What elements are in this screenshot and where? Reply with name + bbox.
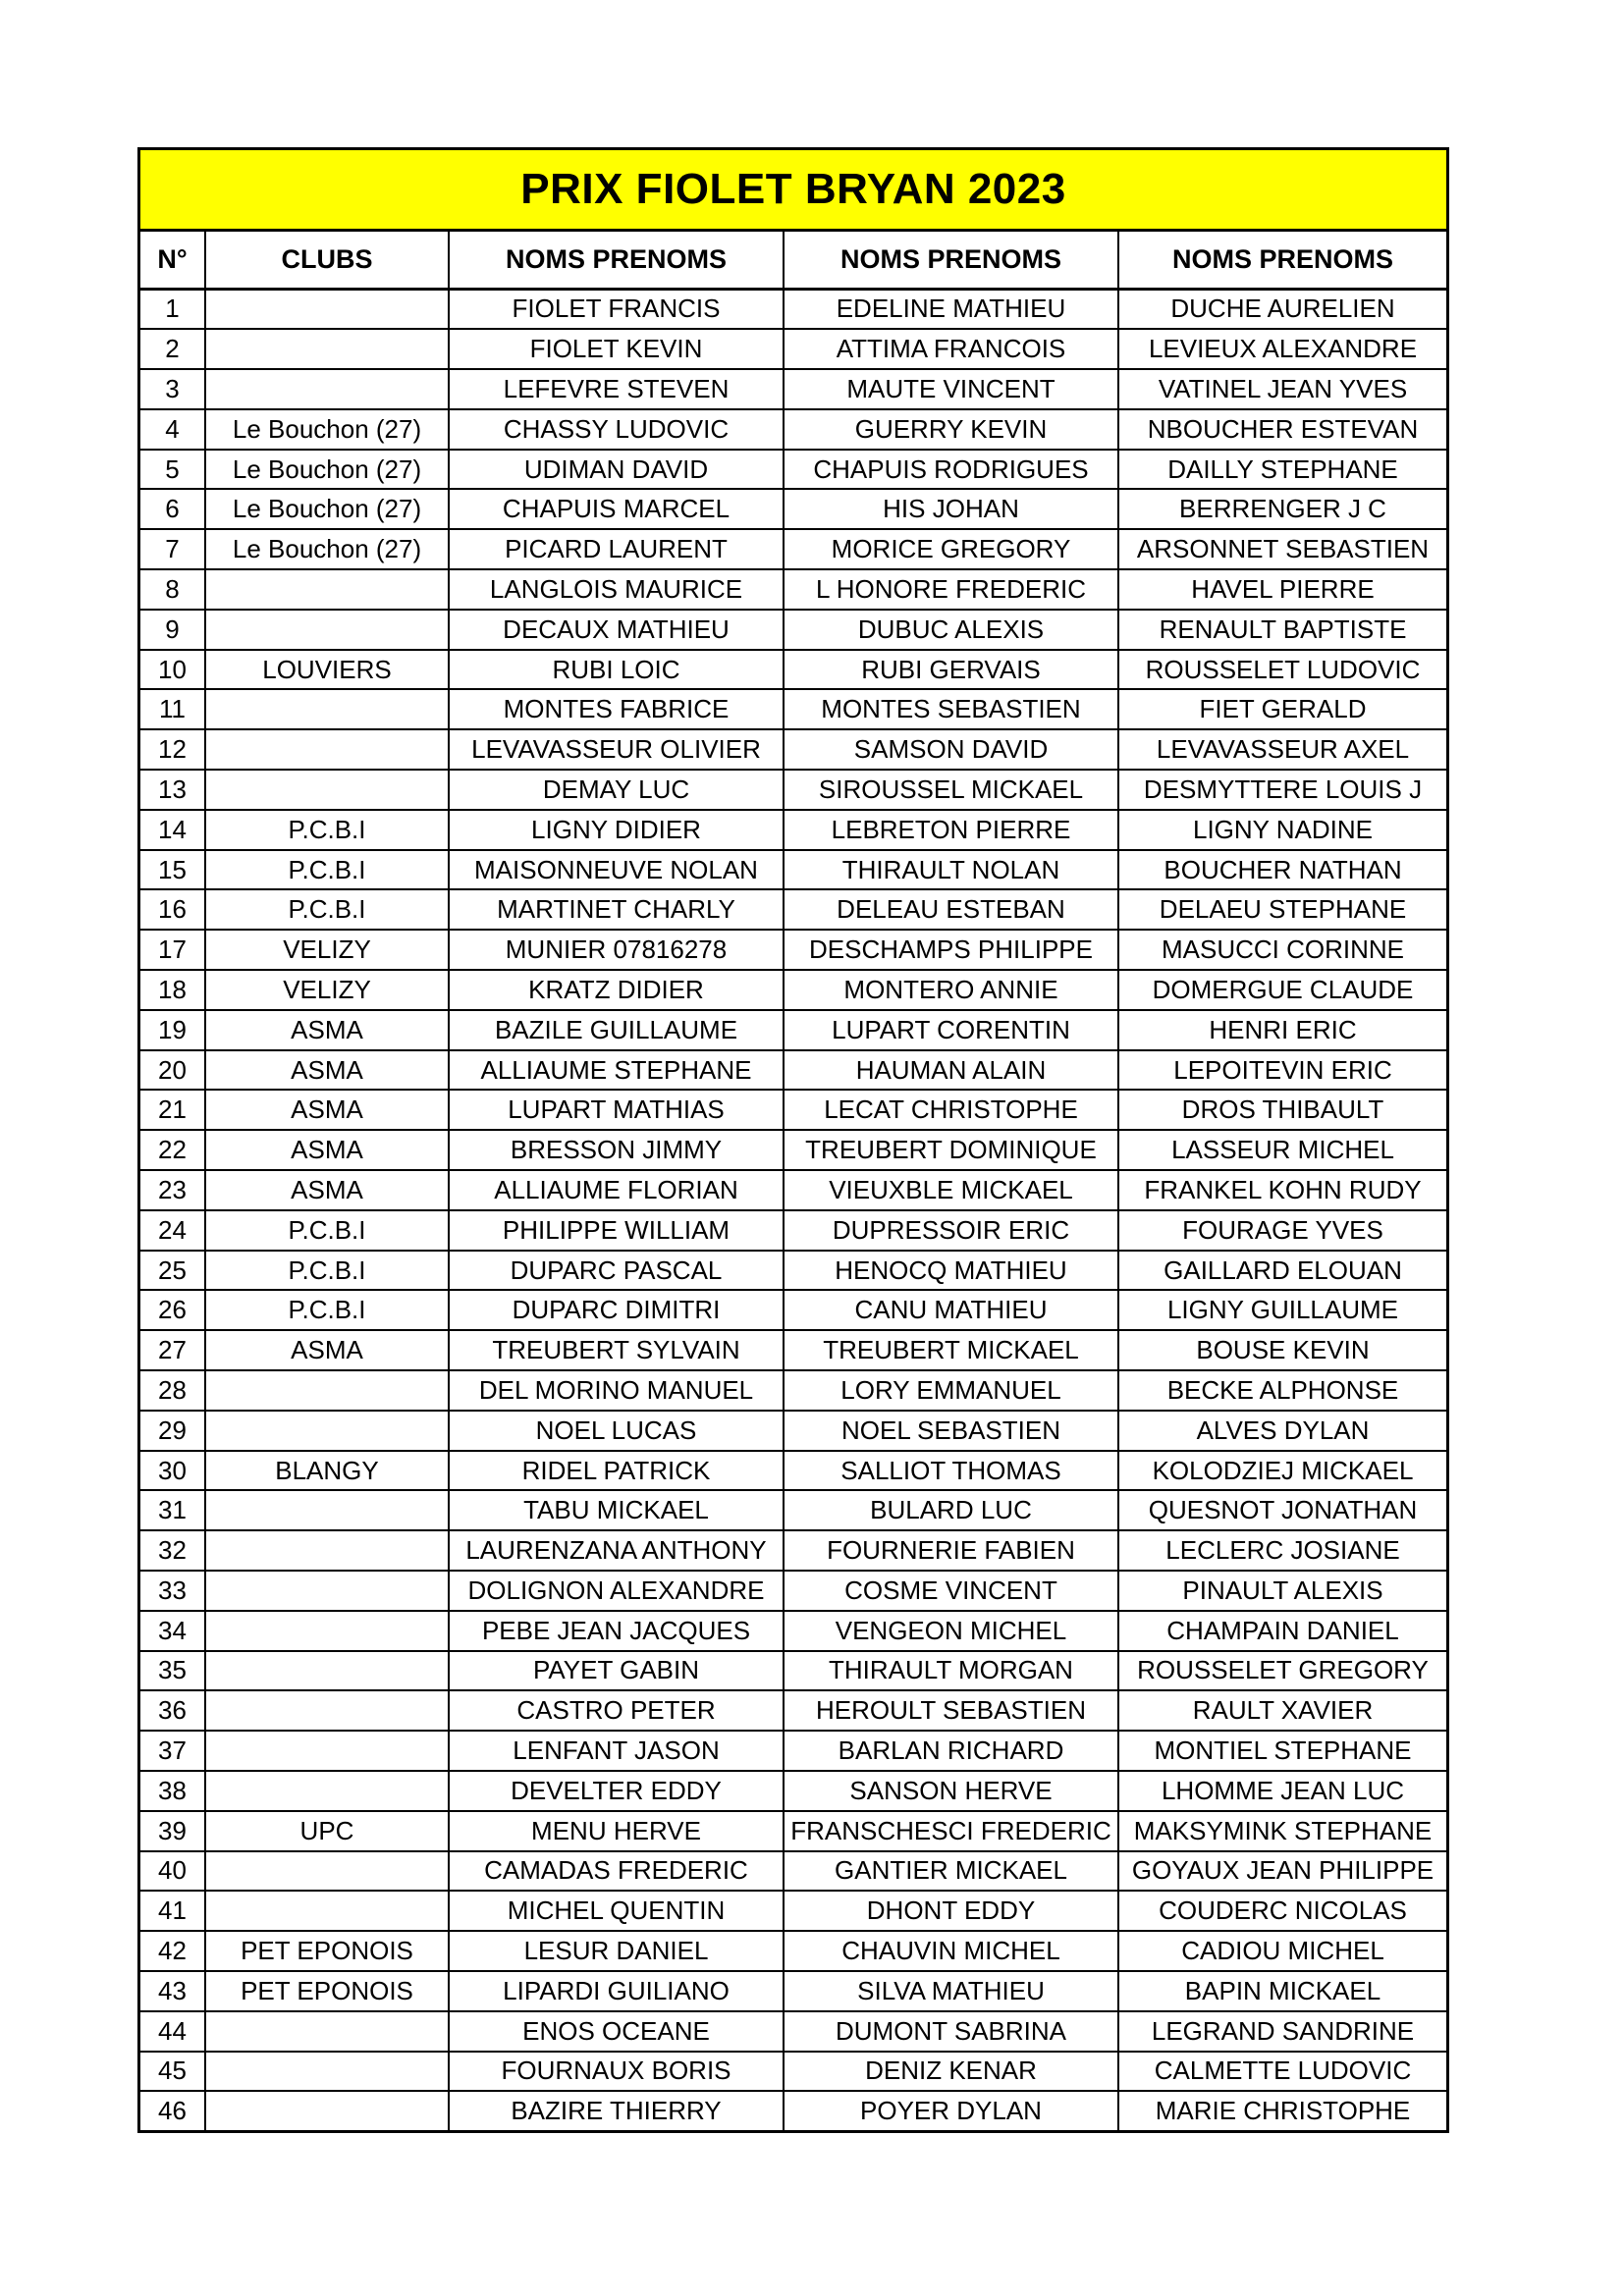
cell-name-1: MICHEL QUENTIN [449, 1891, 784, 1931]
cell-club [205, 1851, 449, 1892]
cell-num: 9 [140, 610, 205, 650]
cell-num: 29 [140, 1411, 205, 1451]
cell-club: P.C.B.I [205, 850, 449, 890]
cell-name-2: DHONT EDDY [784, 1891, 1118, 1931]
cell-num: 40 [140, 1851, 205, 1892]
cell-name-2: MONTERO ANNIE [784, 970, 1118, 1010]
cell-num: 30 [140, 1451, 205, 1491]
cell-name-2: NOEL SEBASTIEN [784, 1411, 1118, 1451]
table-row [140, 289, 1446, 329]
cell-name-2: LUPART CORENTIN [784, 1010, 1118, 1050]
cell-num: 36 [140, 1690, 205, 1731]
cell-name-2: SAMSON DAVID [784, 729, 1118, 770]
cell-num: 11 [140, 689, 205, 729]
cell-name-2: DUBUC ALEXIS [784, 610, 1118, 650]
cell-name-2: BARLAN RICHARD [784, 1731, 1118, 1771]
cell-name-2: VIEUXBLE MICKAEL [784, 1170, 1118, 1210]
cell-name-3: LEVIEUX ALEXANDRE [1118, 329, 1446, 369]
cell-name-1: CHAPUIS MARCEL [449, 489, 784, 529]
cell-name-2: SALLIOT THOMAS [784, 1451, 1118, 1491]
table-row [140, 889, 1446, 930]
cell-num: 17 [140, 930, 205, 970]
cell-name-2: ATTIMA FRANCOIS [784, 329, 1118, 369]
cell-name-2: HEROULT SEBASTIEN [784, 1690, 1118, 1731]
table-row [140, 1731, 1446, 1771]
table-row [140, 1811, 1446, 1851]
cell-name-1: BRESSON JIMMY [449, 1130, 784, 1170]
table-row [140, 770, 1446, 810]
cell-name-3: CADIOU MICHEL [1118, 1931, 1446, 1971]
table-row [140, 1130, 1446, 1170]
table-row [140, 1771, 1446, 1811]
table-row [140, 1690, 1446, 1731]
table-row [140, 1010, 1446, 1050]
table-row [140, 1611, 1446, 1651]
table-row [140, 1931, 1446, 1971]
cell-name-2: DELEAU ESTEBAN [784, 889, 1118, 930]
cell-name-2: TREUBERT MICKAEL [784, 1330, 1118, 1370]
cell-club: ASMA [205, 1090, 449, 1130]
cell-name-3: BOUSE KEVIN [1118, 1330, 1446, 1370]
cell-name-1: LANGLOIS MAURICE [449, 569, 784, 610]
cell-club: ASMA [205, 1050, 449, 1091]
cell-name-3: LASSEUR MICHEL [1118, 1130, 1446, 1170]
cell-name-1: FOURNAUX BORIS [449, 2052, 784, 2092]
cell-name-2: BULARD LUC [784, 1490, 1118, 1530]
table-row [140, 610, 1446, 650]
cell-name-3: ARSONNET SEBASTIEN [1118, 529, 1446, 569]
cell-num: 15 [140, 850, 205, 890]
cell-club: ASMA [205, 1130, 449, 1170]
header-name-1: NOMS PRENOMS [449, 232, 784, 289]
cell-name-1: FIOLET FRANCIS [449, 289, 784, 329]
cell-num: 38 [140, 1771, 205, 1811]
cell-club [205, 369, 449, 409]
cell-num: 23 [140, 1170, 205, 1210]
cell-name-2: POYER DYLAN [784, 2091, 1118, 2130]
table-row [140, 409, 1446, 450]
table-row [140, 1651, 1446, 1691]
cell-club: Le Bouchon (27) [205, 529, 449, 569]
cell-name-3: CALMETTE LUDOVIC [1118, 2052, 1446, 2092]
cell-name-3: BOUCHER NATHAN [1118, 850, 1446, 890]
cell-name-2: LORY EMMANUEL [784, 1370, 1118, 1411]
cell-club [205, 1771, 449, 1811]
cell-name-1: MUNIER 07816278 [449, 930, 784, 970]
cell-club: P.C.B.I [205, 1290, 449, 1330]
table-row [140, 2052, 1446, 2092]
cell-name-2: GUERRY KEVIN [784, 409, 1118, 450]
cell-num: 45 [140, 2052, 205, 2092]
cell-club [205, 1611, 449, 1651]
cell-club: ASMA [205, 1170, 449, 1210]
cell-name-2: SANSON HERVE [784, 1771, 1118, 1811]
cell-num: 42 [140, 1931, 205, 1971]
cell-name-1: BAZILE GUILLAUME [449, 1010, 784, 1050]
cell-name-1: DUPARC PASCAL [449, 1251, 784, 1291]
cell-club [205, 1731, 449, 1771]
table-row [140, 489, 1446, 529]
cell-club: P.C.B.I [205, 1251, 449, 1291]
cell-club: BLANGY [205, 1451, 449, 1491]
cell-name-1: LENFANT JASON [449, 1731, 784, 1771]
cell-name-1: FIOLET KEVIN [449, 329, 784, 369]
cell-name-3: FOURAGE YVES [1118, 1210, 1446, 1251]
cell-name-1: ENOS OCEANE [449, 2011, 784, 2052]
cell-club: ASMA [205, 1010, 449, 1050]
table-row [140, 1490, 1446, 1530]
cell-name-3: DUCHE AURELIEN [1118, 289, 1446, 329]
table-row [140, 850, 1446, 890]
cell-name-3: LEVAVASSEUR AXEL [1118, 729, 1446, 770]
header-row [140, 232, 1446, 289]
cell-club [205, 289, 449, 329]
cell-name-1: MONTES FABRICE [449, 689, 784, 729]
cell-name-3: LECLERC JOSIANE [1118, 1530, 1446, 1571]
table-row [140, 729, 1446, 770]
cell-num: 32 [140, 1530, 205, 1571]
cell-num: 22 [140, 1130, 205, 1170]
cell-name-2: THIRAULT MORGAN [784, 1651, 1118, 1691]
cell-club [205, 1370, 449, 1411]
cell-name-1: PAYET GABIN [449, 1651, 784, 1691]
cell-club: ASMA [205, 1330, 449, 1370]
table-row [140, 529, 1446, 569]
cell-name-3: GOYAUX JEAN PHILIPPE [1118, 1851, 1446, 1892]
cell-name-2: HAUMAN ALAIN [784, 1050, 1118, 1091]
cell-name-1: LESUR DANIEL [449, 1931, 784, 1971]
cell-num: 4 [140, 409, 205, 450]
cell-name-1: PICARD LAURENT [449, 529, 784, 569]
cell-club [205, 770, 449, 810]
cell-name-3: LHOMME JEAN LUC [1118, 1771, 1446, 1811]
cell-name-1: MARTINET CHARLY [449, 889, 784, 930]
cell-club [205, 2052, 449, 2092]
cell-club [205, 1891, 449, 1931]
cell-num: 7 [140, 529, 205, 569]
cell-name-3: HENRI ERIC [1118, 1010, 1446, 1050]
cell-name-3: BAPIN MICKAEL [1118, 1971, 1446, 2011]
cell-num: 3 [140, 369, 205, 409]
cell-name-2: L HONORE FREDERIC [784, 569, 1118, 610]
cell-num: 21 [140, 1090, 205, 1130]
cell-name-1: TABU MICKAEL [449, 1490, 784, 1530]
cell-name-2: DENIZ KENAR [784, 2052, 1118, 2092]
cell-num: 18 [140, 970, 205, 1010]
cell-name-2: LEBRETON PIERRE [784, 810, 1118, 850]
cell-num: 19 [140, 1010, 205, 1050]
cell-club [205, 1651, 449, 1691]
header-name-2: NOMS PRENOMS [784, 232, 1118, 289]
header-club: CLUBS [205, 232, 449, 289]
cell-num: 26 [140, 1290, 205, 1330]
cell-name-2: DUPRESSOIR ERIC [784, 1210, 1118, 1251]
cell-name-1: LAURENZANA ANTHONY [449, 1530, 784, 1571]
sheet-title: PRIX FIOLET BRYAN 2023 [140, 150, 1446, 232]
cell-num: 43 [140, 1971, 205, 2011]
cell-num: 44 [140, 2011, 205, 2052]
cell-name-2: COSME VINCENT [784, 1571, 1118, 1611]
cell-num: 41 [140, 1891, 205, 1931]
table-row [140, 1251, 1446, 1291]
table-row [140, 569, 1446, 610]
cell-name-2: FOURNERIE FABIEN [784, 1530, 1118, 1571]
cell-name-2: HIS JOHAN [784, 489, 1118, 529]
cell-name-1: DOLIGNON ALEXANDRE [449, 1571, 784, 1611]
cell-num: 6 [140, 489, 205, 529]
table-row [140, 2091, 1446, 2130]
cell-club [205, 1571, 449, 1611]
table-body [140, 289, 1446, 2130]
cell-name-3: DAILLY STEPHANE [1118, 450, 1446, 490]
cell-name-1: ALLIAUME STEPHANE [449, 1050, 784, 1091]
cell-name-2: LECAT CHRISTOPHE [784, 1090, 1118, 1130]
cell-name-1: DEL MORINO MANUEL [449, 1370, 784, 1411]
cell-name-3: MAKSYMINK STEPHANE [1118, 1811, 1446, 1851]
cell-name-1: KRATZ DIDIER [449, 970, 784, 1010]
cell-name-3: BECKE ALPHONSE [1118, 1370, 1446, 1411]
cell-name-1: LEVAVASSEUR OLIVIER [449, 729, 784, 770]
cell-num: 39 [140, 1811, 205, 1851]
cell-num: 1 [140, 289, 205, 329]
cell-num: 8 [140, 569, 205, 610]
cell-club: P.C.B.I [205, 1210, 449, 1251]
table-row [140, 1330, 1446, 1370]
cell-num: 25 [140, 1251, 205, 1291]
cell-name-3: DELAEU STEPHANE [1118, 889, 1446, 930]
cell-name-3: PINAULT ALEXIS [1118, 1571, 1446, 1611]
cell-name-2: CHAUVIN MICHEL [784, 1931, 1118, 1971]
cell-name-3: LEGRAND SANDRINE [1118, 2011, 1446, 2052]
cell-name-3: LEPOITEVIN ERIC [1118, 1050, 1446, 1091]
cell-name-2: SILVA MATHIEU [784, 1971, 1118, 2011]
teams-table [140, 232, 1446, 2130]
cell-num: 16 [140, 889, 205, 930]
cell-name-1: LUPART MATHIAS [449, 1090, 784, 1130]
table-row [140, 1090, 1446, 1130]
cell-num: 34 [140, 1611, 205, 1651]
cell-name-1: RUBI LOIC [449, 650, 784, 690]
cell-club [205, 329, 449, 369]
cell-club: VELIZY [205, 970, 449, 1010]
cell-num: 28 [140, 1370, 205, 1411]
table-row [140, 1971, 1446, 2011]
cell-name-1: DEMAY LUC [449, 770, 784, 810]
cell-name-3: DESMYTTERE LOUIS J [1118, 770, 1446, 810]
cell-name-2: TREUBERT DOMINIQUE [784, 1130, 1118, 1170]
table-row [140, 1290, 1446, 1330]
cell-name-3: MONTIEL STEPHANE [1118, 1731, 1446, 1771]
table-row [140, 970, 1446, 1010]
cell-name-3: VATINEL JEAN YVES [1118, 369, 1446, 409]
cell-name-1: BAZIRE THIERRY [449, 2091, 784, 2130]
cell-name-2: DUMONT SABRINA [784, 2011, 1118, 2052]
cell-club: UPC [205, 1811, 449, 1851]
cell-club [205, 2091, 449, 2130]
table-row [140, 2011, 1446, 2052]
cell-club [205, 689, 449, 729]
table-row [140, 1210, 1446, 1251]
cell-name-3: CHAMPAIN DANIEL [1118, 1611, 1446, 1651]
cell-num: 35 [140, 1651, 205, 1691]
table-row [140, 1170, 1446, 1210]
cell-club [205, 569, 449, 610]
cell-name-2: HENOCQ MATHIEU [784, 1251, 1118, 1291]
cell-name-3: COUDERC NICOLAS [1118, 1891, 1446, 1931]
cell-name-1: CAMADAS FREDERIC [449, 1851, 784, 1892]
cell-name-1: PHILIPPE WILLIAM [449, 1210, 784, 1251]
cell-name-1: ALLIAUME FLORIAN [449, 1170, 784, 1210]
cell-name-3: FRANKEL KOHN RUDY [1118, 1170, 1446, 1210]
cell-num: 24 [140, 1210, 205, 1251]
cell-name-3: FIET GERALD [1118, 689, 1446, 729]
cell-name-2: MORICE GREGORY [784, 529, 1118, 569]
cell-name-3: KOLODZIEJ MICKAEL [1118, 1451, 1446, 1491]
table-row [140, 1451, 1446, 1491]
cell-name-2: VENGEON MICHEL [784, 1611, 1118, 1651]
table-row [140, 1851, 1446, 1892]
cell-num: 27 [140, 1330, 205, 1370]
cell-name-1: LEFEVRE STEVEN [449, 369, 784, 409]
cell-num: 12 [140, 729, 205, 770]
cell-name-2: DESCHAMPS PHILIPPE [784, 930, 1118, 970]
cell-name-1: MENU HERVE [449, 1811, 784, 1851]
cell-name-2: EDELINE MATHIEU [784, 289, 1118, 329]
cell-name-3: BERRENGER J C [1118, 489, 1446, 529]
cell-name-3: QUESNOT JONATHAN [1118, 1490, 1446, 1530]
cell-name-2: RUBI GERVAIS [784, 650, 1118, 690]
cell-name-3: LIGNY NADINE [1118, 810, 1446, 850]
cell-name-3: HAVEL PIERRE [1118, 569, 1446, 610]
cell-name-1: MAISONNEUVE NOLAN [449, 850, 784, 890]
cell-num: 37 [140, 1731, 205, 1771]
table-row [140, 689, 1446, 729]
cell-name-1: CASTRO PETER [449, 1690, 784, 1731]
cell-club [205, 1411, 449, 1451]
cell-name-3: ROUSSELET LUDOVIC [1118, 650, 1446, 690]
cell-num: 31 [140, 1490, 205, 1530]
cell-name-1: UDIMAN DAVID [449, 450, 784, 490]
table-row [140, 1411, 1446, 1451]
cell-num: 10 [140, 650, 205, 690]
cell-club [205, 1530, 449, 1571]
table-row [140, 1571, 1446, 1611]
table-row [140, 369, 1446, 409]
cell-club: PET EPONOIS [205, 1931, 449, 1971]
cell-club: LOUVIERS [205, 650, 449, 690]
cell-club: Le Bouchon (27) [205, 489, 449, 529]
cell-club [205, 729, 449, 770]
table-row [140, 810, 1446, 850]
cell-name-2: FRANSCHESCI FREDERIC [784, 1811, 1118, 1851]
cell-num: 13 [140, 770, 205, 810]
cell-club [205, 2011, 449, 2052]
table-row [140, 450, 1446, 490]
cell-name-3: ALVES DYLAN [1118, 1411, 1446, 1451]
cell-club [205, 1690, 449, 1731]
table-row [140, 930, 1446, 970]
cell-name-3: NBOUCHER ESTEVAN [1118, 409, 1446, 450]
cell-name-3: GAILLARD ELOUAN [1118, 1251, 1446, 1291]
cell-name-2: CHAPUIS RODRIGUES [784, 450, 1118, 490]
header-name-3: NOMS PRENOMS [1118, 232, 1446, 289]
table-row [140, 650, 1446, 690]
cell-num: 2 [140, 329, 205, 369]
cell-name-3: MASUCCI CORINNE [1118, 930, 1446, 970]
cell-name-2: THIRAULT NOLAN [784, 850, 1118, 890]
cell-name-3: RENAULT BAPTISTE [1118, 610, 1446, 650]
header-num: N° [140, 232, 205, 289]
cell-club: P.C.B.I [205, 810, 449, 850]
cell-name-2: MONTES SEBASTIEN [784, 689, 1118, 729]
table-row [140, 1370, 1446, 1411]
cell-num: 46 [140, 2091, 205, 2130]
cell-club [205, 1490, 449, 1530]
cell-num: 20 [140, 1050, 205, 1091]
cell-name-2: GANTIER MICKAEL [784, 1851, 1118, 1892]
table-row [140, 1530, 1446, 1571]
cell-num: 5 [140, 450, 205, 490]
cell-num: 33 [140, 1571, 205, 1611]
cell-name-1: DECAUX MATHIEU [449, 610, 784, 650]
cell-name-3: ROUSSELET GREGORY [1118, 1651, 1446, 1691]
cell-name-1: NOEL LUCAS [449, 1411, 784, 1451]
cell-name-2: SIROUSSEL MICKAEL [784, 770, 1118, 810]
cell-club: Le Bouchon (27) [205, 450, 449, 490]
cell-name-1: DEVELTER EDDY [449, 1771, 784, 1811]
table-row [140, 1050, 1446, 1091]
cell-name-2: MAUTE VINCENT [784, 369, 1118, 409]
registration-sheet [137, 147, 1449, 2133]
cell-num: 14 [140, 810, 205, 850]
table-row [140, 329, 1446, 369]
cell-name-3: LIGNY GUILLAUME [1118, 1290, 1446, 1330]
cell-name-1: LIGNY DIDIER [449, 810, 784, 850]
cell-name-1: RIDEL PATRICK [449, 1451, 784, 1491]
cell-name-3: DOMERGUE CLAUDE [1118, 970, 1446, 1010]
cell-club [205, 610, 449, 650]
table-row [140, 1891, 1446, 1931]
cell-name-3: DROS THIBAULT [1118, 1090, 1446, 1130]
cell-club: VELIZY [205, 930, 449, 970]
cell-name-1: TREUBERT SYLVAIN [449, 1330, 784, 1370]
cell-name-3: RAULT XAVIER [1118, 1690, 1446, 1731]
cell-name-1: LIPARDI GUILIANO [449, 1971, 784, 2011]
cell-club: Le Bouchon (27) [205, 409, 449, 450]
cell-club: P.C.B.I [205, 889, 449, 930]
cell-name-1: CHASSY LUDOVIC [449, 409, 784, 450]
cell-name-1: PEBE JEAN JACQUES [449, 1611, 784, 1651]
cell-club: PET EPONOIS [205, 1971, 449, 2011]
cell-name-2: CANU MATHIEU [784, 1290, 1118, 1330]
cell-name-3: MARIE CHRISTOPHE [1155, 2096, 1411, 2126]
cell-name-1: DUPARC DIMITRI [449, 1290, 784, 1330]
